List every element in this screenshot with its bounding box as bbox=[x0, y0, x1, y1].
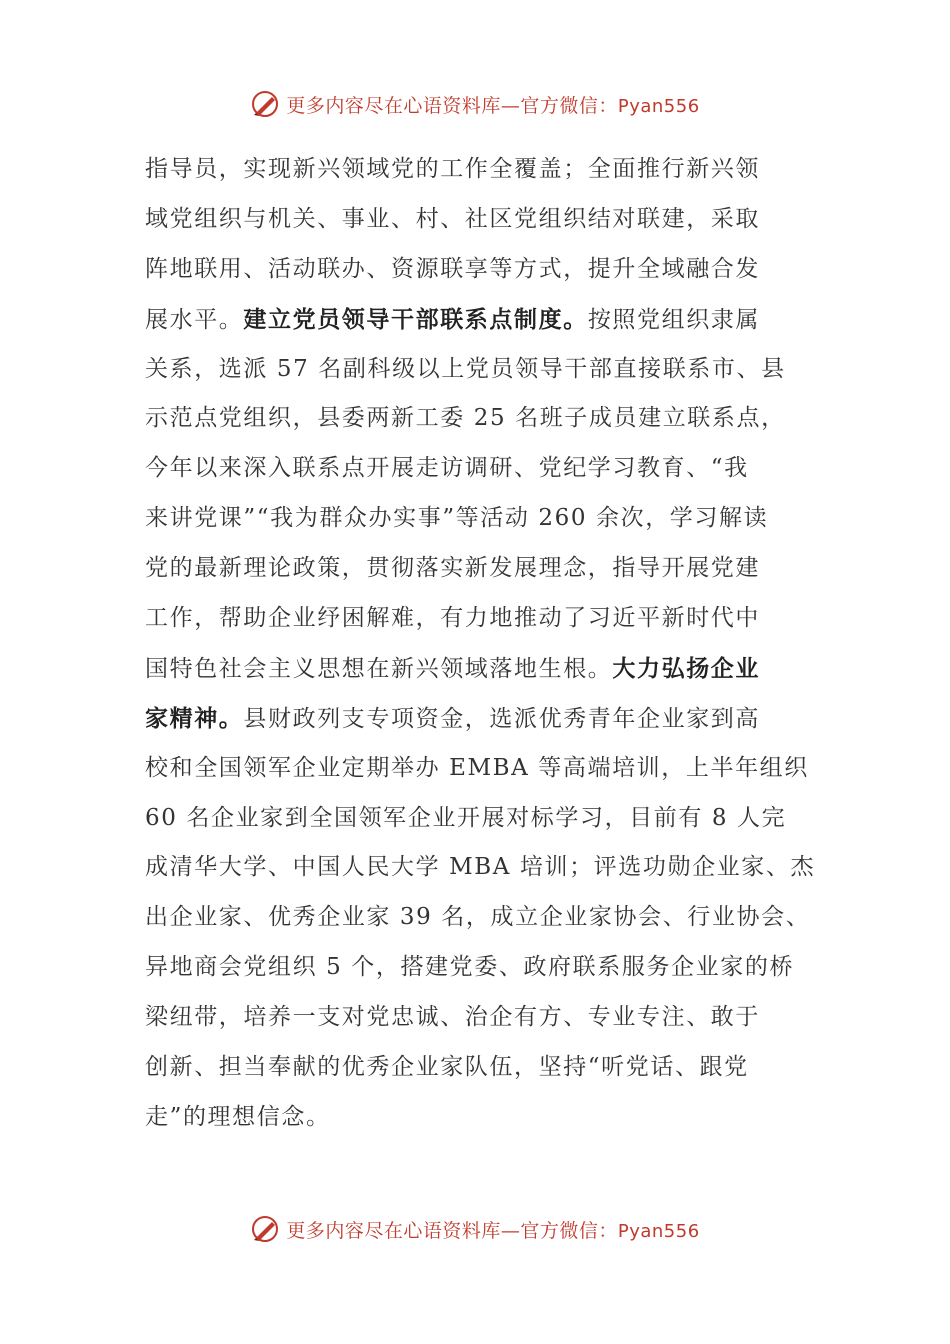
body-text-segment: 成清华大学、中国人民大学 MBA 培训；评选功勋企业家、杰 bbox=[145, 854, 816, 881]
body-text-segment: 梁纽带，培养一支对党忠诚、治企有方、专业专注、敢于 bbox=[145, 1004, 760, 1031]
body-text-segment: 今年以来深入联系点开展走访调研、党纪学习教育、“我 bbox=[145, 455, 749, 482]
footer-banner bbox=[0, 1211, 950, 1247]
body-text-segment: 国特色社会主义思想在新兴领域落地生根。 bbox=[145, 655, 613, 682]
text-line bbox=[145, 1043, 810, 1093]
body-text-segment: 来讲党课”“我为群众办实事”等活动 260 余次，学习解读 bbox=[145, 505, 769, 532]
body-text-segment: 走”的理想信念。 bbox=[145, 1103, 331, 1130]
pen-logo-icon bbox=[250, 89, 280, 119]
text-line bbox=[145, 1093, 810, 1143]
text-line bbox=[145, 345, 810, 395]
body-text-segment: 出企业家、优秀企业家 39 名，成立企业家协会、行业协会、 bbox=[145, 904, 811, 931]
article-paragraph bbox=[145, 145, 816, 1143]
body-text-segment: 展水平。 bbox=[145, 306, 244, 333]
text-line bbox=[145, 245, 810, 295]
text-line bbox=[145, 893, 810, 943]
bold-heading-text: 建立党员领导干部联系点制度。 bbox=[243, 305, 588, 333]
text-line bbox=[145, 145, 810, 195]
footer-wechat-id: Pyan556 bbox=[617, 1220, 700, 1242]
body-text-segment: 党的最新理论政策，贯彻落实新发展理念，指导开展党建 bbox=[145, 555, 760, 582]
bold-heading-text: 大力弘扬企业 bbox=[612, 654, 761, 682]
text-line bbox=[145, 843, 816, 893]
body-text-segment: 60 名企业家到全国领军企业开展对标学习，目前有 8 人完 bbox=[145, 804, 787, 831]
body-text-segment: 异地商会党组织 5 个，搭建党委、政府联系服务企业家的桥 bbox=[145, 954, 795, 981]
body-text-segment: 阵地联用、活动联办、资源联享等方式，提升全域融合发 bbox=[145, 255, 760, 282]
header-banner bbox=[0, 86, 950, 122]
body-text-segment: 指导员，实现新兴领域党的工作全覆盖；全面推行新兴领 bbox=[145, 156, 760, 182]
footer-banner-text: 更多内容尽在心语资料库—官方微信：Pyan556 bbox=[286, 1219, 700, 1242]
text-line bbox=[145, 694, 810, 744]
body-text-segment: 创新、担当奉献的优秀企业家队伍，坚持“听党话、跟党 bbox=[145, 1054, 749, 1081]
text-line bbox=[145, 544, 810, 594]
body-text-segment: 域党组织与机关、事业、村、社区党组织结对联建，采取 bbox=[145, 205, 760, 232]
header-wechat-id: Pyan556 bbox=[617, 95, 700, 117]
text-line bbox=[145, 993, 810, 1043]
text-line bbox=[145, 644, 810, 694]
text-line bbox=[145, 943, 810, 993]
text-line bbox=[145, 744, 810, 794]
pen-logo-icon bbox=[250, 1214, 280, 1244]
text-line bbox=[145, 295, 810, 345]
body-text-segment: 工作，帮助企业纾困解难，有力地推动了习近平新时代中 bbox=[145, 605, 760, 632]
body-text-segment: 县财政列支专项资金，选派优秀青年企业家到高 bbox=[243, 705, 761, 732]
body-text-segment: 按照党组织隶属 bbox=[587, 306, 761, 333]
text-line bbox=[145, 195, 810, 245]
text-line bbox=[145, 394, 810, 444]
text-line bbox=[145, 494, 810, 544]
body-text-segment: 校和全国领军企业定期举办 EMBA 等高端培训，上半年组织 bbox=[145, 754, 809, 781]
body-text-segment: 示范点党组织，县委两新工委 25 名班子成员建立联系点， bbox=[145, 405, 786, 432]
header-banner-text: 更多内容尽在心语资料库—官方微信：Pyan556 bbox=[286, 94, 700, 117]
text-line bbox=[145, 444, 810, 494]
text-line bbox=[145, 794, 810, 844]
text-line bbox=[145, 594, 810, 644]
bold-heading-text: 家精神。 bbox=[145, 704, 244, 732]
body-text-segment: 关系，选派 57 名副科级以上党员领导干部直接联系市、县 bbox=[145, 355, 786, 382]
